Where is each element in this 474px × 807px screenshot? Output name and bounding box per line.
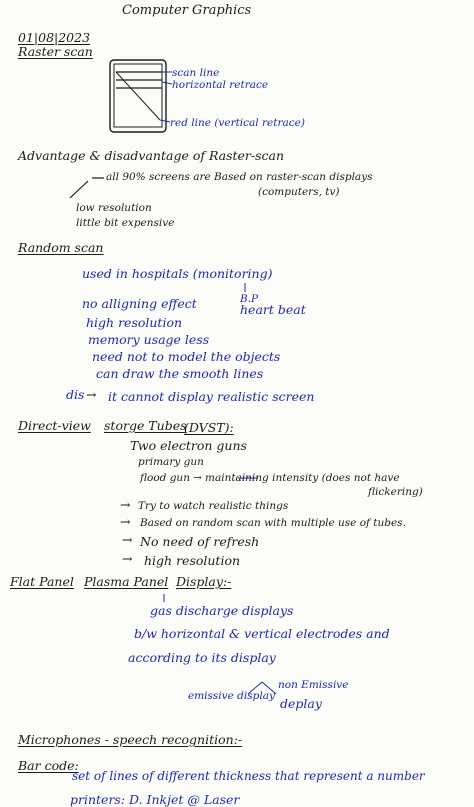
- random-point-3: memory usage less: [88, 332, 210, 347]
- dvst-p4-arrow-icon: →: [122, 551, 133, 566]
- flat-heading-b: Plasma Panel: [84, 574, 169, 589]
- random-line-1: used in hospitals (monitoring): [82, 266, 273, 281]
- flat-display: deplay: [280, 696, 322, 711]
- raster-dis-1: low resolution: [76, 202, 152, 214]
- random-heading: Random scan: [18, 240, 104, 255]
- flat-non-emissive: non Emissive: [278, 679, 349, 691]
- raster-adv-point: all 90% screens are Based on raster-scan displays: [106, 171, 373, 183]
- flat-line-1: gas discharge displays: [150, 603, 294, 618]
- dvst-point-1: Try to watch realistic things: [138, 500, 289, 512]
- dvst-point-3: No need of refresh: [140, 534, 260, 549]
- random-bp: B.P: [240, 293, 259, 305]
- flat-line-3: according to its display: [128, 650, 276, 665]
- random-point-5: can draw the smooth lines: [96, 366, 264, 381]
- barcode-text: set of lines of different thickness that represent a number: [72, 769, 425, 783]
- red-line-label: red line (vertical retrace): [170, 117, 305, 129]
- random-dis-text: it cannot display realistic screen: [108, 389, 315, 404]
- dvst-line-3b: maintaining intensity (does not have: [205, 472, 400, 484]
- flat-heading-a: Flat Panel: [10, 574, 74, 589]
- flat-line-2: b/w horizontal & vertical electrodes and: [134, 626, 390, 641]
- date: 01|08|2023: [18, 30, 91, 45]
- raster-adv-heading: Advantage & disadvantage of Raster-scan: [18, 148, 285, 163]
- random-point-4: need not to model the objects: [92, 349, 281, 364]
- barcode-heading: Bar code:: [18, 758, 79, 773]
- random-point-2: high resolution: [86, 315, 183, 330]
- printers-text: printers: D. Inkjet @ Laser: [70, 792, 240, 807]
- page-title: Computer Graphics: [122, 3, 252, 18]
- dvst-p1-arrow-icon: →: [120, 497, 131, 512]
- horizontal-retrace-label: horizontal retrace: [172, 79, 269, 91]
- dvst-line-1: Two electron guns: [130, 438, 247, 453]
- dvst-line-3: flood gun: [140, 472, 190, 484]
- dvst-heading-c: (DVST):: [184, 420, 234, 435]
- random-dis-label: dis: [66, 387, 85, 402]
- dvst-arrow-icon: →: [193, 472, 202, 484]
- flat-heading-c: Display:-: [176, 574, 232, 589]
- dvst-p3-arrow-icon: →: [122, 532, 133, 547]
- random-point-1: no alligning effect: [82, 296, 197, 311]
- dvst-point-2: Based on random scan with multiple use of tubes.: [140, 517, 406, 529]
- dvst-line-3c: flickering): [368, 486, 423, 498]
- dvst-heading-a: Direct-view: [18, 418, 91, 433]
- dvst-point-4: high resolution: [144, 553, 241, 568]
- raster-heading: Raster scan: [18, 44, 93, 59]
- dvst-line-2: primary gun: [138, 456, 204, 468]
- dvst-heading-b: storge Tubes: [104, 418, 187, 433]
- microphones-heading: Microphones - speech recognition:-: [18, 732, 243, 747]
- random-heartbeat: heart beat: [240, 302, 306, 317]
- flat-emissive: emissive display: [188, 690, 275, 702]
- raster-dis-2: little bit expensive: [76, 217, 175, 229]
- scan-line-label: scan line: [172, 67, 220, 79]
- dvst-p2-arrow-icon: →: [120, 514, 131, 529]
- raster-adv-sub: (computers, tv): [258, 186, 340, 198]
- random-dis-arrow-icon: →: [86, 387, 97, 402]
